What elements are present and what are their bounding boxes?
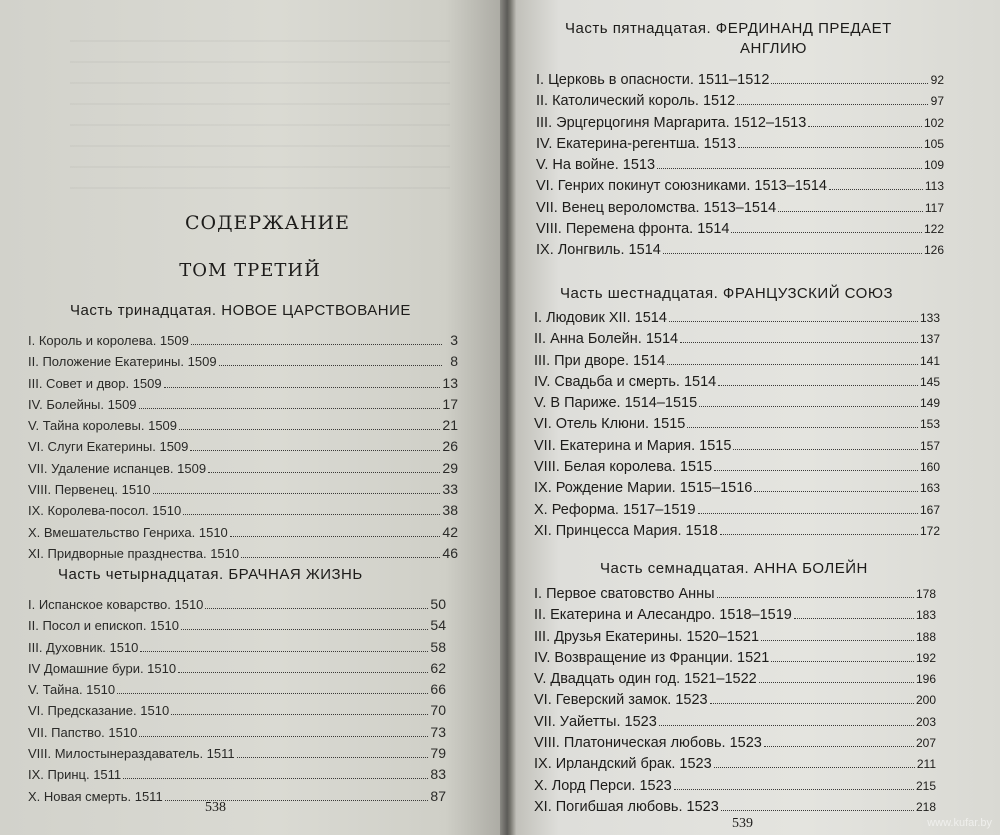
toc-page-number: 203	[915, 714, 936, 729]
toc-entry	[28, 502, 458, 523]
toc-entry	[534, 692, 936, 713]
toc-leader-dots	[720, 534, 918, 535]
toc-entry-title: VIII. Милостынераздаватель. 1511	[28, 746, 235, 762]
toc-entry-title: X. Новая смерть. 1511	[28, 788, 163, 804]
toc-entry-title: V. Тайна. 1510	[28, 682, 116, 698]
toc-entry	[28, 766, 446, 787]
toc-leader-dots	[778, 211, 923, 212]
toc-leader-dots	[140, 651, 428, 652]
toc-leader-dots	[737, 104, 928, 105]
toc-page-number: 160	[919, 460, 940, 475]
toc-leader-dots	[179, 429, 440, 430]
toc-entry	[536, 242, 944, 263]
toc-entry	[534, 778, 936, 799]
toc-entry-title: VII. Венец вероломства. 1513–1514	[536, 199, 777, 216]
toc-leader-dots	[153, 493, 441, 494]
toc-leader-dots	[761, 640, 914, 641]
toc-entry-title: IV. Возвращение из Франции. 1521	[534, 649, 770, 666]
toc-entry-title: I. Испанское коварство. 1510	[28, 597, 204, 612]
toc-entry-title: VIII. Первенец. 1510	[28, 482, 151, 498]
toc-page-number: 163	[919, 481, 940, 496]
toc-leader-dots	[667, 364, 918, 365]
toc-leader-dots	[164, 387, 441, 388]
toc-entry	[28, 353, 458, 374]
toc-entry-title: VII. Папство. 1510	[28, 724, 138, 740]
toc-page-number: 3	[450, 332, 458, 348]
right-page	[510, 0, 1000, 835]
toc-leader-dots	[764, 746, 914, 747]
toc-entry	[28, 545, 458, 566]
toc-entry	[536, 72, 944, 93]
part-16-toc	[534, 310, 940, 544]
toc-entry	[534, 607, 936, 628]
toc-entry-title: VI. Отель Клюни. 1515	[534, 416, 686, 433]
toc-leader-dots	[698, 513, 918, 514]
toc-leader-dots	[718, 385, 918, 386]
toc-entry-title: I. Церковь в опасности. 1511–1512	[536, 72, 770, 88]
toc-entry	[534, 523, 940, 544]
toc-page-number: 109	[923, 158, 944, 173]
part-16-title: Часть шестнадцатая. ФРАНЦУЗСКИЙ СОЮЗ	[560, 285, 894, 302]
toc-entry	[28, 660, 446, 681]
toc-entry	[534, 629, 936, 650]
toc-entry-title: IV. Свадьба и смерть. 1514	[534, 373, 717, 390]
toc-entry-title: IX. Рождение Марии. 1515–1516	[534, 480, 753, 497]
toc-entry-title: VII. Удаление испанцев. 1509	[28, 460, 207, 476]
toc-leader-dots	[241, 557, 440, 558]
toc-page-number: 126	[923, 243, 944, 258]
toc-leader-dots	[674, 789, 914, 790]
toc-entry-title: X. Вмешательство Генриха. 1510	[28, 524, 228, 540]
toc-entry-title: IX. Королева-посол. 1510	[28, 503, 182, 519]
toc-entry-title: VI. Слуги Екатерины. 1509	[28, 439, 189, 455]
toc-entry-title: VII. Уайетты. 1523	[534, 713, 657, 730]
toc-entry-title: II. Анна Болейн. 1514	[534, 331, 679, 348]
toc-entry-title: IV. Болейны. 1509	[28, 396, 137, 412]
toc-leader-dots	[191, 344, 442, 345]
toc-page-number: 79	[430, 745, 446, 762]
toc-entry	[536, 136, 944, 157]
toc-leader-dots	[829, 189, 923, 190]
toc-page-number: 87	[430, 787, 446, 804]
toc-leader-dots	[657, 168, 922, 169]
toc-entry-title: VII. Екатерина и Мария. 1515	[534, 437, 732, 454]
toc-leader-dots	[680, 342, 918, 343]
toc-entry	[28, 724, 446, 745]
toc-entry	[534, 671, 936, 692]
toc-leader-dots	[733, 449, 918, 450]
toc-leader-dots	[659, 725, 914, 726]
toc-page-number: 188	[915, 629, 936, 644]
toc-page-number: 73	[430, 723, 446, 740]
part-17-toc	[534, 586, 936, 820]
toc-entry-title: V. Тайна королевы. 1509	[28, 418, 178, 434]
part-15-title-line1: Часть пятнадцатая. ФЕРДИНАНД ПРЕДАЕТ	[565, 20, 892, 37]
toc-entry-title: III. Эрцгерцогиня Маргарита. 1512–1513	[536, 114, 807, 131]
toc-leader-dots	[208, 472, 440, 473]
toc-leader-dots	[205, 608, 428, 609]
toc-entry-title: I. Король и королева. 1509	[28, 333, 189, 348]
toc-page-number: 215	[915, 778, 936, 793]
toc-leader-dots	[117, 693, 428, 694]
toc-page-number: 54	[430, 617, 446, 634]
toc-page-number: 149	[919, 396, 940, 411]
part-15-toc	[536, 72, 944, 264]
toc-leader-dots	[754, 491, 918, 492]
toc-leader-dots	[699, 406, 918, 407]
toc-entry	[534, 735, 936, 756]
toc-page-number: 196	[915, 672, 936, 687]
toc-entry	[534, 310, 940, 331]
toc-entry-title: XI. Погибшая любовь. 1523	[534, 798, 719, 815]
part-13-title: Часть тринадцатая. НОВОЕ ЦАРСТВОВАНИЕ	[70, 302, 411, 319]
toc-entry	[534, 714, 936, 735]
toc-entry-title: III. Совет и двор. 1509	[28, 375, 162, 391]
toc-page-number: 42	[442, 523, 458, 540]
toc-leader-dots	[219, 365, 442, 366]
toc-leader-dots	[183, 514, 440, 515]
toc-leader-dots	[759, 682, 914, 683]
toc-entry	[28, 332, 458, 353]
toc-entry	[534, 416, 940, 437]
toc-page-number: 105	[923, 136, 944, 151]
watermark: www.kufar.by	[927, 817, 992, 829]
toc-entry	[28, 481, 458, 502]
toc-entry-title: VI. Предсказание. 1510	[28, 703, 170, 719]
toc-entry	[28, 596, 446, 617]
toc-entry	[536, 157, 944, 178]
toc-entry-title: VIII. Белая королева. 1515	[534, 459, 713, 476]
toc-page-number: 13	[442, 374, 458, 391]
toc-leader-dots	[190, 450, 440, 451]
toc-entry	[534, 374, 940, 395]
toc-page-number: 178	[915, 587, 936, 601]
toc-entry-title: V. В Париже. 1514–1515	[534, 395, 698, 412]
toc-entry-title: II. Посол и епископ. 1510	[28, 618, 179, 634]
toc-entry-title: IX. Лонгвиль. 1514	[536, 242, 661, 259]
toc-entry	[534, 480, 940, 501]
toc-leader-dots	[237, 757, 429, 758]
toc-entry	[534, 650, 936, 671]
toc-entry	[534, 331, 940, 352]
toc-entry	[28, 417, 458, 438]
toc-entry-title: XI. Принцесса Мария. 1518	[534, 522, 718, 539]
toc-page-number: 141	[919, 353, 940, 368]
toc-page-number: 157	[919, 438, 940, 453]
volume-heading: ТОМ ТРЕТИЙ	[179, 260, 321, 281]
part-15-title-line2: АНГЛИЮ	[740, 40, 807, 57]
toc-page-number: 133	[919, 311, 940, 325]
toc-entry	[28, 617, 446, 638]
toc-leader-dots	[663, 253, 922, 254]
toc-leader-dots	[139, 408, 441, 409]
toc-entry	[534, 353, 940, 374]
toc-page-number: 183	[915, 608, 936, 623]
part-14-toc	[28, 596, 446, 809]
toc-page-number: 92	[930, 73, 944, 87]
toc-entry	[28, 745, 446, 766]
toc-page-number: 8	[450, 353, 458, 370]
toc-leader-dots	[738, 147, 922, 148]
book-gutter	[500, 0, 516, 835]
toc-entry-title: VIII. Перемена фронта. 1514	[536, 221, 730, 238]
toc-leader-dots	[771, 661, 914, 662]
toc-leader-dots	[771, 83, 928, 84]
part-13-toc	[28, 332, 458, 566]
toc-entry	[536, 93, 944, 114]
toc-leader-dots	[181, 629, 428, 630]
toc-entry-title: IX. Ирландский брак. 1523	[534, 756, 712, 773]
folio-right: 539	[732, 816, 753, 831]
toc-leader-dots	[230, 536, 441, 537]
toc-entry-title: X. Лорд Перси. 1523	[534, 777, 672, 794]
toc-page-number: 200	[915, 693, 936, 708]
toc-page-number: 113	[924, 179, 944, 194]
toc-page-number: 211	[916, 757, 936, 772]
toc-page-number: 97	[930, 94, 944, 109]
toc-leader-dots	[178, 672, 428, 673]
part-14-title: Часть четырнадцатая. БРАЧНАЯ ЖИЗНЬ	[58, 566, 363, 583]
toc-leader-dots	[669, 321, 918, 322]
toc-leader-dots	[721, 810, 914, 811]
toc-page-number: 122	[923, 222, 944, 237]
toc-page-number: 33	[442, 481, 458, 498]
toc-entry-title: IX. Принц. 1511	[28, 767, 122, 783]
part-17-title: Часть семнадцатая. АННА БОЛЕЙН	[600, 560, 868, 577]
toc-entry	[28, 438, 458, 459]
toc-page-number: 207	[915, 736, 936, 751]
toc-leader-dots	[731, 232, 921, 233]
toc-page-number: 29	[442, 459, 458, 476]
toc-page-number: 50	[430, 596, 446, 612]
toc-entry-title: II. Католический король. 1512	[536, 93, 736, 110]
toc-entry	[536, 200, 944, 221]
toc-leader-dots	[714, 470, 918, 471]
toc-leader-dots	[139, 736, 428, 737]
toc-leader-dots	[123, 778, 428, 779]
toc-page-number: 102	[923, 115, 944, 130]
toc-entry-title: V. Двадцать один год. 1521–1522	[534, 671, 757, 688]
toc-entry	[534, 438, 940, 459]
toc-page-number: 137	[919, 332, 940, 347]
toc-entry-title: X. Реформа. 1517–1519	[534, 501, 696, 518]
toc-entry	[28, 375, 458, 396]
toc-leader-dots	[714, 767, 915, 768]
toc-entry-title: I. Людовик XII. 1514	[534, 310, 667, 326]
toc-page-number: 17	[442, 395, 458, 412]
toc-leader-dots	[687, 427, 918, 428]
toc-page-number: 38	[442, 502, 458, 519]
toc-entry	[536, 115, 944, 136]
toc-entry-title: XI. Придворные празднества. 1510	[28, 545, 240, 561]
toc-entry-title: IV Домашние бури. 1510	[28, 660, 177, 676]
toc-page-number: 62	[430, 659, 446, 676]
toc-entry	[28, 524, 458, 545]
toc-page-number: 21	[442, 417, 458, 434]
toc-entry	[28, 396, 458, 417]
toc-leader-dots	[794, 618, 914, 619]
toc-entry-title: VI. Генрих покинут союзниками. 1513–1514	[536, 178, 827, 195]
toc-entry	[28, 681, 446, 702]
toc-entry	[28, 639, 446, 660]
bleed-through-texture	[70, 40, 450, 200]
toc-entry	[534, 502, 940, 523]
contents-heading: СОДЕРЖАНИЕ	[185, 212, 350, 234]
toc-entry-title: VI. Геверский замок. 1523	[534, 692, 708, 709]
toc-page-number: 167	[919, 502, 940, 517]
toc-page-number: 26	[442, 438, 458, 455]
toc-entry-title: III. Друзья Екатерины. 1520–1521	[534, 628, 760, 645]
toc-entry	[534, 395, 940, 416]
toc-entry-title: IV. Екатерина-регентша. 1513	[536, 135, 736, 152]
folio-left: 538	[205, 800, 226, 815]
toc-page-number: 153	[919, 417, 940, 432]
toc-entry	[536, 178, 944, 199]
toc-leader-dots	[717, 597, 914, 598]
toc-leader-dots	[171, 714, 428, 715]
toc-leader-dots	[808, 126, 922, 127]
toc-entry-title: III. При дворе. 1514	[534, 352, 666, 369]
toc-entry	[28, 788, 446, 809]
toc-entry	[534, 459, 940, 480]
toc-entry	[28, 702, 446, 723]
toc-entry-title: II. Положение Екатерины. 1509	[28, 354, 217, 370]
toc-entry-title: II. Екатерина и Алесандро. 1518–1519	[534, 607, 792, 624]
toc-entry-title: I. Первое сватовство Анны	[534, 586, 715, 602]
toc-entry	[534, 586, 936, 607]
toc-page-number: 192	[915, 650, 936, 665]
toc-entry	[536, 221, 944, 242]
toc-page-number: 218	[915, 799, 936, 814]
toc-page-number: 66	[430, 681, 446, 698]
toc-page-number: 83	[430, 766, 446, 783]
toc-page-number: 117	[924, 200, 944, 215]
toc-page-number: 46	[442, 544, 458, 561]
toc-entry-title: V. На войне. 1513	[536, 157, 656, 174]
toc-entry-title: III. Духовник. 1510	[28, 639, 139, 655]
toc-page-number: 172	[919, 523, 940, 538]
toc-entry	[28, 460, 458, 481]
toc-entry-title: VIII. Платоническая любовь. 1523	[534, 735, 762, 752]
toc-page-number: 145	[919, 374, 940, 389]
toc-entry	[534, 756, 936, 777]
toc-page-number: 70	[430, 702, 446, 719]
toc-page-number: 58	[430, 638, 446, 655]
toc-leader-dots	[710, 703, 914, 704]
